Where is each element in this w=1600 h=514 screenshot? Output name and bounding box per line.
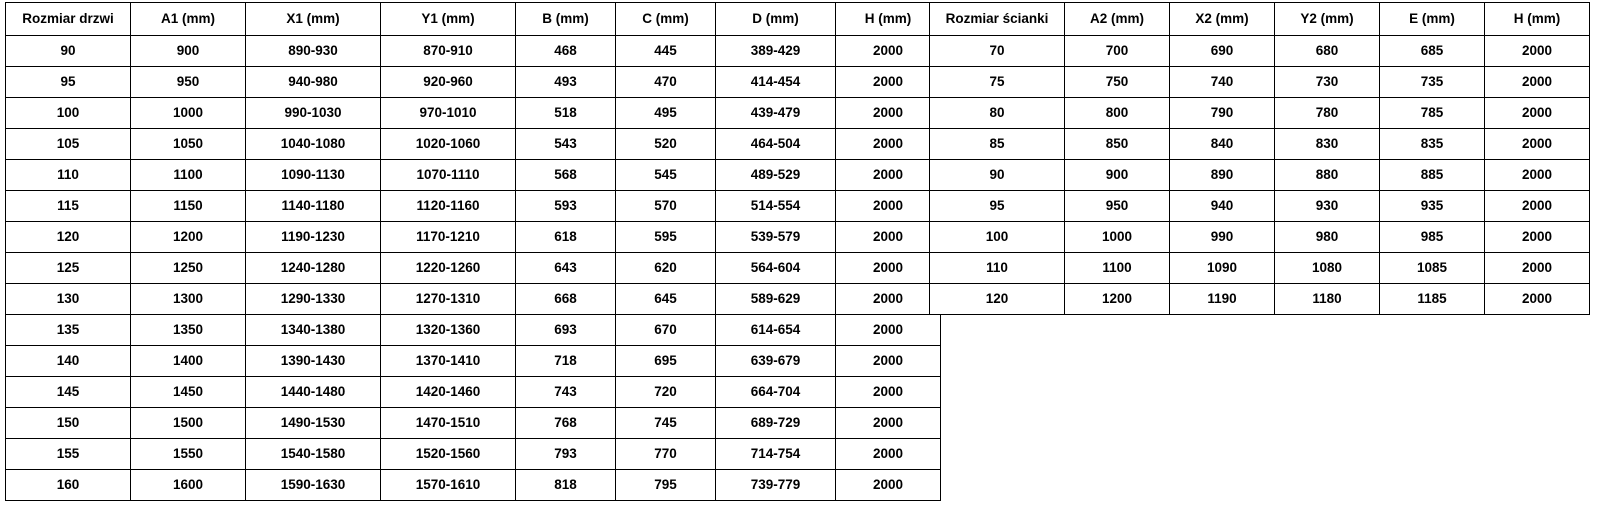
doors-cell: 518 [516,98,616,129]
doors-cell: 1100 [131,160,246,191]
doors-cell: 470 [616,67,716,98]
table-row [930,222,1590,253]
doors-cell: 1540-1580 [246,439,381,470]
doors-cell: 1490-1530 [246,408,381,439]
table-row [6,284,941,315]
table-row [6,36,941,67]
doors-cell: 1150 [131,191,246,222]
doors-cell: 389-429 [716,36,836,67]
doors-cell: 695 [616,346,716,377]
walls-cell: 1190 [1170,284,1275,315]
doors-column-header: Rozmiar drzwi [6,3,131,36]
doors-cell: 2000 [836,36,941,67]
table-row [6,439,941,470]
doors-cell: 160 [6,470,131,501]
doors-cell: 1050 [131,129,246,160]
walls-cell: 900 [1065,160,1170,191]
doors-cell: 150 [6,408,131,439]
doors-cell: 520 [616,129,716,160]
walls-cell: 1200 [1065,284,1170,315]
doors-cell: 818 [516,470,616,501]
doors-cell: 1290-1330 [246,284,381,315]
table-row [6,67,941,98]
doors-cell: 1220-1260 [381,253,516,284]
walls-cell: 2000 [1485,36,1590,67]
walls-cell: 880 [1275,160,1380,191]
doors-cell: 414-454 [716,67,836,98]
table-row [6,408,941,439]
doors-cell: 564-604 [716,253,836,284]
walls-cell: 835 [1380,129,1485,160]
doors-cell: 445 [616,36,716,67]
table-header-row [6,3,941,36]
walls-column-header: Y2 (mm) [1275,3,1380,36]
doors-cell: 668 [516,284,616,315]
doors-cell: 1600 [131,470,246,501]
doors-cell: 120 [6,222,131,253]
table-row [6,377,941,408]
doors-table-body [6,36,941,501]
doors-cell: 1350 [131,315,246,346]
walls-cell: 2000 [1485,160,1590,191]
walls-column-header: H (mm) [1485,3,1590,36]
doors-cell: 1120-1160 [381,191,516,222]
walls-cell: 1080 [1275,253,1380,284]
doors-cell: 140 [6,346,131,377]
walls-cell: 70 [930,36,1065,67]
doors-cell: 489-529 [716,160,836,191]
table-header-row [930,3,1590,36]
doors-column-header: D (mm) [716,3,836,36]
doors-cell: 145 [6,377,131,408]
walls-cell: 740 [1170,67,1275,98]
doors-cell: 125 [6,253,131,284]
doors-column-header: B (mm) [516,3,616,36]
walls-cell: 2000 [1485,284,1590,315]
doors-cell: 990-1030 [246,98,381,129]
walls-cell: 730 [1275,67,1380,98]
table-row [6,191,941,222]
walls-cell: 700 [1065,36,1170,67]
walls-cell: 685 [1380,36,1485,67]
doors-cell: 2000 [836,470,941,501]
doors-cell: 1200 [131,222,246,253]
doors-cell: 793 [516,439,616,470]
walls-cell: 950 [1065,191,1170,222]
doors-cell: 1070-1110 [381,160,516,191]
table-row [6,160,941,191]
doors-cell: 1250 [131,253,246,284]
doors-cell: 2000 [836,408,941,439]
table-row [930,129,1590,160]
walls-cell: 930 [1275,191,1380,222]
doors-cell: 1000 [131,98,246,129]
walls-cell: 120 [930,284,1065,315]
walls-cell: 90 [930,160,1065,191]
doors-cell: 743 [516,377,616,408]
doors-cell: 1550 [131,439,246,470]
walls-cell: 1100 [1065,253,1170,284]
doors-cell: 468 [516,36,616,67]
walls-cell: 2000 [1485,253,1590,284]
doors-cell: 568 [516,160,616,191]
doors-column-header: H (mm) [836,3,941,36]
walls-table-body [930,36,1590,315]
doors-cell: 1090-1130 [246,160,381,191]
doors-cell: 714-754 [716,439,836,470]
table-row [930,36,1590,67]
doors-table-head [6,3,941,36]
doors-cell: 689-729 [716,408,836,439]
walls-column-header: E (mm) [1380,3,1485,36]
doors-cell: 745 [616,408,716,439]
doors-cell: 1190-1230 [246,222,381,253]
doors-column-header: Y1 (mm) [381,3,516,36]
doors-column-header: A1 (mm) [131,3,246,36]
doors-cell: 693 [516,315,616,346]
walls-cell: 2000 [1485,98,1590,129]
doors-cell: 570 [616,191,716,222]
doors-cell: 130 [6,284,131,315]
doors-cell: 464-504 [716,129,836,160]
doors-cell: 639-679 [716,346,836,377]
doors-cell: 1240-1280 [246,253,381,284]
doors-cell: 1020-1060 [381,129,516,160]
doors-cell: 768 [516,408,616,439]
table-row [6,253,941,284]
walls-cell: 75 [930,67,1065,98]
doors-cell: 1450 [131,377,246,408]
table-row [930,253,1590,284]
doors-cell: 620 [616,253,716,284]
doors-cell: 2000 [836,98,941,129]
doors-cell: 920-960 [381,67,516,98]
doors-column-header: X1 (mm) [246,3,381,36]
doors-cell: 110 [6,160,131,191]
walls-cell: 850 [1065,129,1170,160]
doors-column-header: C (mm) [616,3,716,36]
table-row [6,315,941,346]
doors-cell: 970-1010 [381,98,516,129]
doors-cell: 2000 [836,160,941,191]
doors-cell: 439-479 [716,98,836,129]
walls-cell: 785 [1380,98,1485,129]
walls-cell: 1185 [1380,284,1485,315]
doors-cell: 950 [131,67,246,98]
doors-cell: 155 [6,439,131,470]
walls-column-header: Rozmiar ścianki [930,3,1065,36]
walls-cell: 2000 [1485,222,1590,253]
doors-cell: 614-654 [716,315,836,346]
doors-cell: 739-779 [716,470,836,501]
walls-cell: 85 [930,129,1065,160]
doors-cell: 514-554 [716,191,836,222]
table-row [930,67,1590,98]
doors-cell: 1320-1360 [381,315,516,346]
doors-cell: 2000 [836,377,941,408]
walls-cell: 840 [1170,129,1275,160]
doors-cell: 2000 [836,253,941,284]
doors-cell: 1400 [131,346,246,377]
table-row [6,346,941,377]
doors-cell: 1520-1560 [381,439,516,470]
doors-cell: 543 [516,129,616,160]
doors-cell: 2000 [836,315,941,346]
doors-cell: 135 [6,315,131,346]
walls-dimensions-table [929,2,1590,315]
walls-cell: 110 [930,253,1065,284]
walls-cell: 780 [1275,98,1380,129]
walls-cell: 830 [1275,129,1380,160]
walls-cell: 735 [1380,67,1485,98]
walls-cell: 2000 [1485,129,1590,160]
doors-cell: 2000 [836,191,941,222]
table-row [6,129,941,160]
table-row [930,98,1590,129]
doors-table-container [5,2,941,501]
walls-cell: 985 [1380,222,1485,253]
walls-cell: 95 [930,191,1065,222]
doors-cell: 595 [616,222,716,253]
doors-cell: 1570-1610 [381,470,516,501]
doors-dimensions-table [5,2,941,501]
doors-cell: 115 [6,191,131,222]
table-row [6,222,941,253]
walls-cell: 990 [1170,222,1275,253]
doors-cell: 1140-1180 [246,191,381,222]
walls-cell: 790 [1170,98,1275,129]
walls-cell: 890 [1170,160,1275,191]
doors-cell: 105 [6,129,131,160]
walls-cell: 980 [1275,222,1380,253]
doors-cell: 1340-1380 [246,315,381,346]
table-row [930,160,1590,191]
doors-cell: 720 [616,377,716,408]
walls-cell: 680 [1275,36,1380,67]
doors-cell: 1590-1630 [246,470,381,501]
doors-cell: 664-704 [716,377,836,408]
walls-cell: 1090 [1170,253,1275,284]
doors-cell: 1470-1510 [381,408,516,439]
doors-cell: 718 [516,346,616,377]
doors-cell: 95 [6,67,131,98]
doors-cell: 1170-1210 [381,222,516,253]
walls-cell: 1085 [1380,253,1485,284]
doors-cell: 870-910 [381,36,516,67]
doors-cell: 618 [516,222,616,253]
doors-cell: 795 [616,470,716,501]
doors-cell: 1440-1480 [246,377,381,408]
doors-cell: 100 [6,98,131,129]
doors-cell: 770 [616,439,716,470]
doors-cell: 539-579 [716,222,836,253]
walls-cell: 690 [1170,36,1275,67]
doors-cell: 670 [616,315,716,346]
table-row [930,191,1590,222]
walls-column-header: A2 (mm) [1065,3,1170,36]
doors-cell: 1500 [131,408,246,439]
doors-cell: 90 [6,36,131,67]
doors-cell: 1270-1310 [381,284,516,315]
table-row [6,98,941,129]
walls-cell: 885 [1380,160,1485,191]
walls-cell: 935 [1380,191,1485,222]
walls-cell: 750 [1065,67,1170,98]
doors-cell: 1300 [131,284,246,315]
doors-cell: 1370-1410 [381,346,516,377]
doors-cell: 1040-1080 [246,129,381,160]
walls-table-container [929,2,1590,315]
doors-cell: 2000 [836,284,941,315]
walls-cell: 100 [930,222,1065,253]
walls-cell: 800 [1065,98,1170,129]
doors-cell: 2000 [836,346,941,377]
doors-cell: 1390-1430 [246,346,381,377]
doors-cell: 643 [516,253,616,284]
walls-cell: 2000 [1485,191,1590,222]
table-row [6,470,941,501]
doors-cell: 593 [516,191,616,222]
walls-table-head [930,3,1590,36]
walls-cell: 1180 [1275,284,1380,315]
walls-cell: 80 [930,98,1065,129]
doors-cell: 890-930 [246,36,381,67]
doors-cell: 2000 [836,129,941,160]
doors-cell: 493 [516,67,616,98]
doors-cell: 1420-1460 [381,377,516,408]
walls-column-header: X2 (mm) [1170,3,1275,36]
doors-cell: 900 [131,36,246,67]
doors-cell: 645 [616,284,716,315]
walls-cell: 2000 [1485,67,1590,98]
table-row [930,284,1590,315]
doors-cell: 2000 [836,439,941,470]
doors-cell: 589-629 [716,284,836,315]
doors-cell: 2000 [836,222,941,253]
walls-cell: 940 [1170,191,1275,222]
doors-cell: 495 [616,98,716,129]
doors-cell: 2000 [836,67,941,98]
walls-cell: 1000 [1065,222,1170,253]
doors-cell: 545 [616,160,716,191]
doors-cell: 940-980 [246,67,381,98]
